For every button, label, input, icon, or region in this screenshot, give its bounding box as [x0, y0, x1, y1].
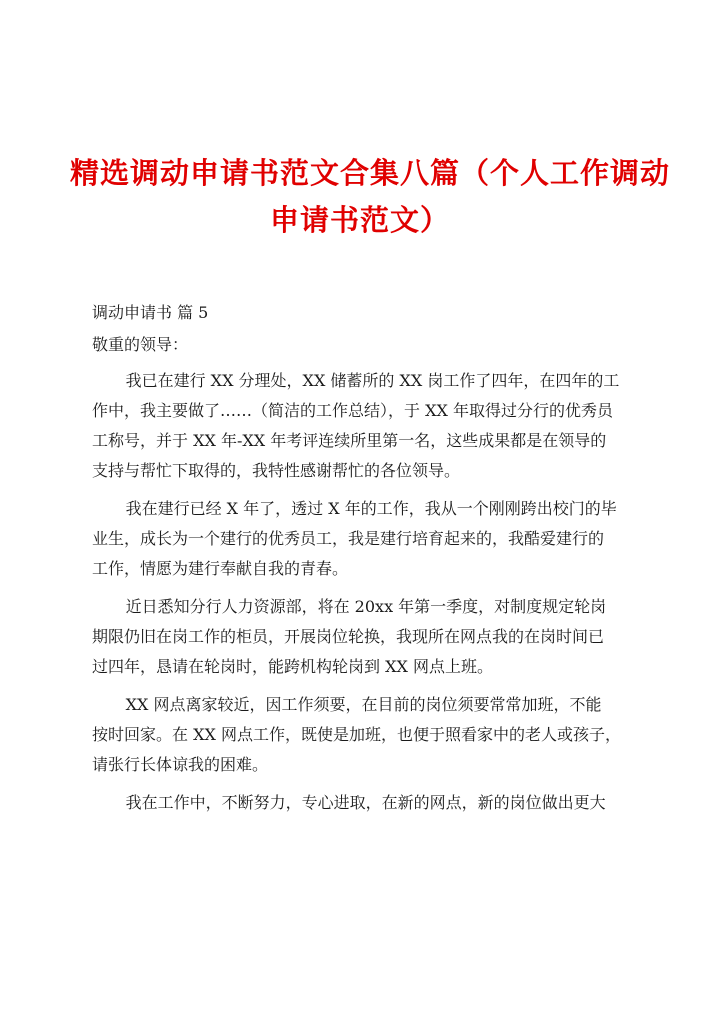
paragraph-line: 近日悉知分行人力资源部，将在 20xx 年第一季度，对制度规定轮岗 — [125, 597, 607, 616]
paragraph-line: 支持与帮忙下取得的，我特性感谢帮忙的各位领导。 — [92, 461, 461, 480]
paragraph-line: 工称号，并于 XX 年-XX 年考评连续所里第一名，这些成果都是在领导的 — [92, 431, 607, 450]
paragraph-line: 作中，我主要做了……（简洁的工作总结），于 XX 年取得过分行的优秀员 — [92, 401, 613, 420]
paragraph-line: 我已在建行 XX 分理处，XX 储蓄所的 XX 岗工作了四年，在四年的工 — [125, 371, 620, 390]
paragraph-line: 我在建行已经 X 年了，透过 X 年的工作，我从一个刚刚跨出校门的毕 — [125, 499, 617, 518]
paragraph-line: 过四年，恳请在轮岗时，能跨机构轮岗到 XX 网点上班。 — [92, 657, 493, 676]
document-body — [92, 298, 637, 826]
paragraph-line: 我在工作中，不断努力，专心进取，在新的网点，新的岗位做出更大 — [125, 793, 606, 812]
paragraph — [92, 788, 637, 818]
paragraph — [92, 494, 637, 584]
title-line: 申请书范文） — [269, 203, 450, 237]
paragraph — [92, 690, 637, 780]
paragraph-line: 业生，成长为一个建行的优秀员工，我是建行培育起来的，我酷爱建行的 — [92, 529, 605, 548]
paragraph-line: 工作，情愿为建行奉献自我的青春。 — [92, 559, 349, 578]
paragraph — [92, 366, 637, 486]
paragraph-line: XX 网点离家较近，因工作须要，在目前的岗位须要常常加班，不能 — [125, 695, 602, 714]
paragraph-line: 期限仍旧在岗工作的柜员，开展岗位轮换，我现所在网点我的在岗时间已 — [92, 627, 605, 646]
paragraph-line: 请张行长体谅我的困难。 — [92, 755, 269, 774]
salutation: 敬重的领导： — [92, 335, 189, 354]
paragraph — [92, 592, 637, 682]
document-title — [70, 150, 671, 244]
title-line: 精选调动申请书范文合集八篇（个人工作调动 — [70, 156, 671, 190]
paragraph-line: 按时回家。在 XX 网点工作，既使是加班，也便于照看家中的老人或孩子， — [92, 725, 621, 744]
section-label: 调动申请书 篇 5 — [92, 303, 209, 322]
